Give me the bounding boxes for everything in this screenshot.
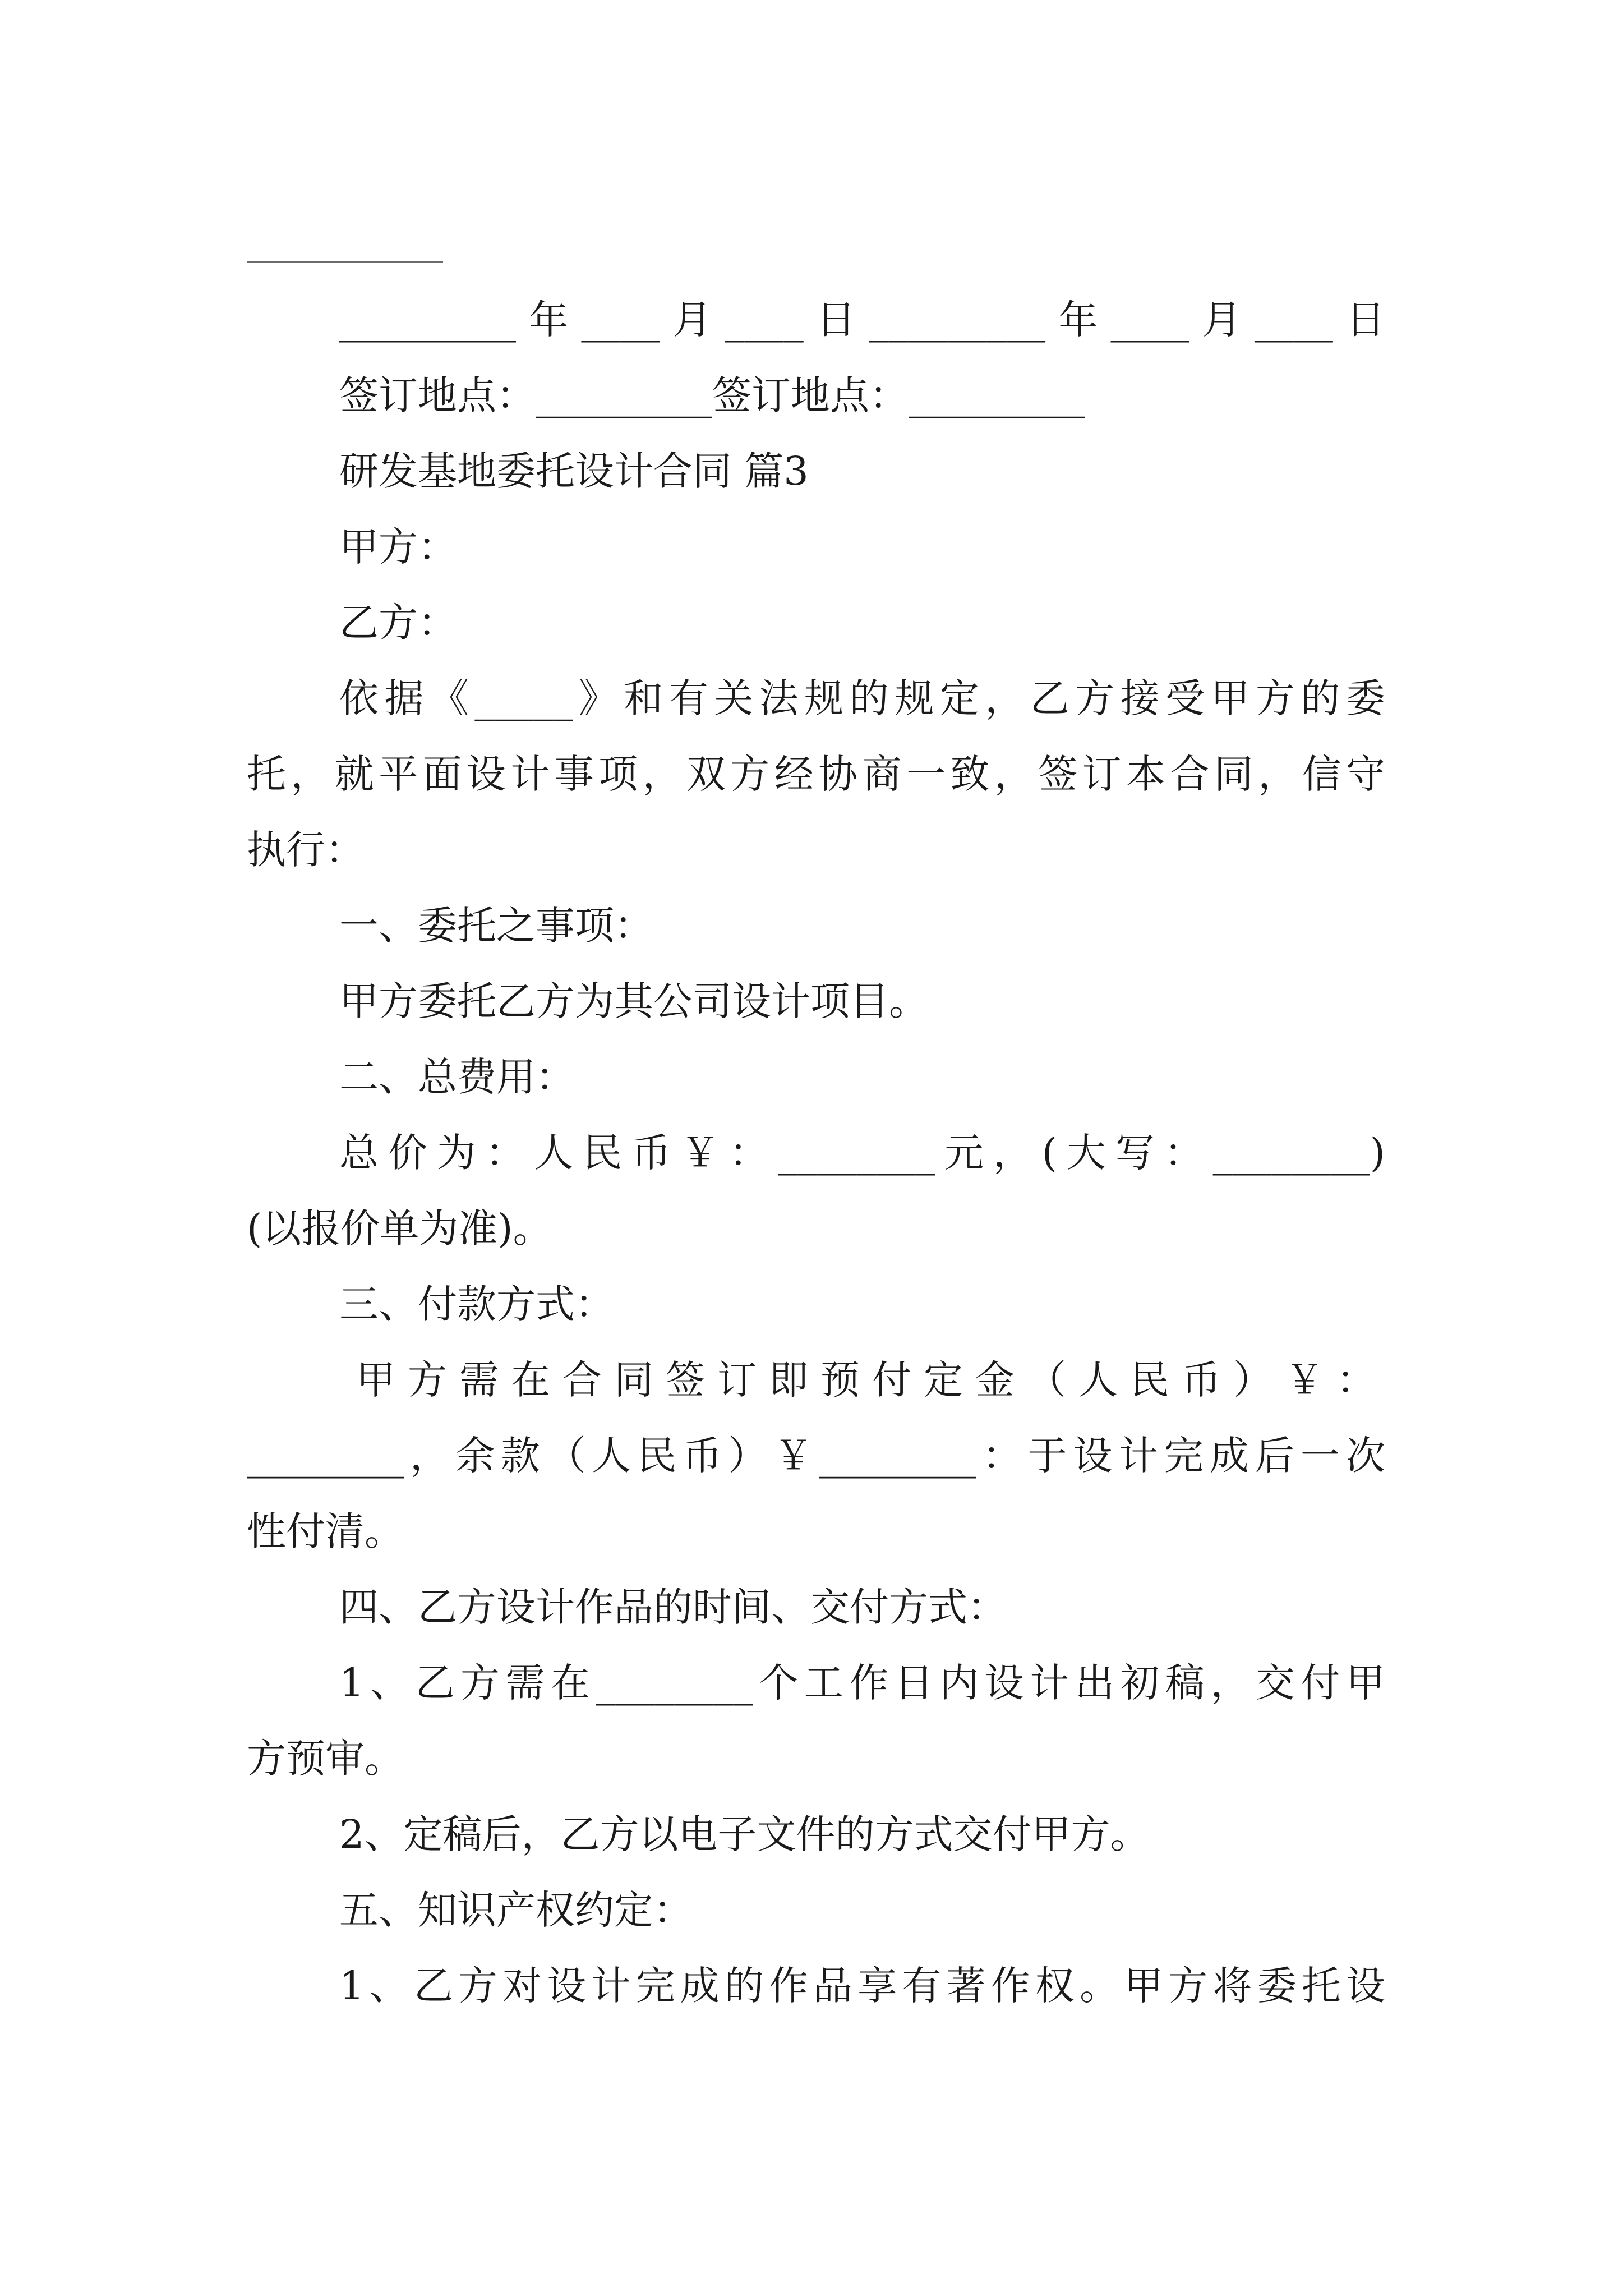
section-2-body-line-1: 总价为：人民币￥：________元，(大写：________) [339, 1130, 1385, 1176]
section-2-body-line-2: (以报价单为准)。 [247, 1205, 552, 1251]
signing-place-line: 签订地点：_________签订地点：_________ [339, 372, 1085, 418]
party-b-label: 乙方： [339, 600, 457, 646]
signing-date-line: _________年____月____日_________年____月____日 [339, 297, 1385, 343]
preamble-line-3: 执行： [247, 827, 365, 873]
top-signature-rule [247, 261, 443, 263]
contract-title: 研发基地委托设计合同 篇3 [339, 448, 809, 494]
section-3-heading: 三、付款方式： [339, 1281, 614, 1327]
section-5-item-1: 1、乙方对设计完成的作品享有著作权。甲方将委托设 [339, 1963, 1385, 2009]
section-4-heading: 四、乙方设计作品的时间、交付方式： [339, 1584, 1007, 1630]
section-5-heading: 五、知识产权约定： [339, 1887, 693, 1933]
section-1-body: 甲方委托乙方为其公司设计项目。 [339, 978, 928, 1024]
section-1-heading: 一、委托之事项： [339, 903, 653, 949]
preamble-line-2: 托，就平面设计事项，双方经协商一致，签订本合同，信守 [247, 751, 1385, 797]
section-4-item-2: 2、定稿后，乙方以电子文件的方式交付甲方。 [339, 1811, 1150, 1857]
section-3-body-line-3: 性付清。 [247, 1508, 404, 1554]
section-3-body-line-1: 甲方需在合同签订即预付定金（人民币）￥： [356, 1357, 1388, 1403]
section-3-body-line-2: ________，余款（人民币）￥________：于设计完成后一次 [247, 1433, 1385, 1479]
section-4-item-1-line-1: 1、乙方需在________个工作日内设计出初稿，交付甲 [339, 1660, 1385, 1706]
section-2-heading: 二、总费用： [339, 1054, 575, 1100]
preamble-line-1: 依据《_____》和有关法规的规定，乙方接受甲方的委 [339, 675, 1385, 721]
section-4-item-1-line-2: 方预审。 [247, 1736, 404, 1782]
party-a-label: 甲方： [339, 524, 457, 570]
